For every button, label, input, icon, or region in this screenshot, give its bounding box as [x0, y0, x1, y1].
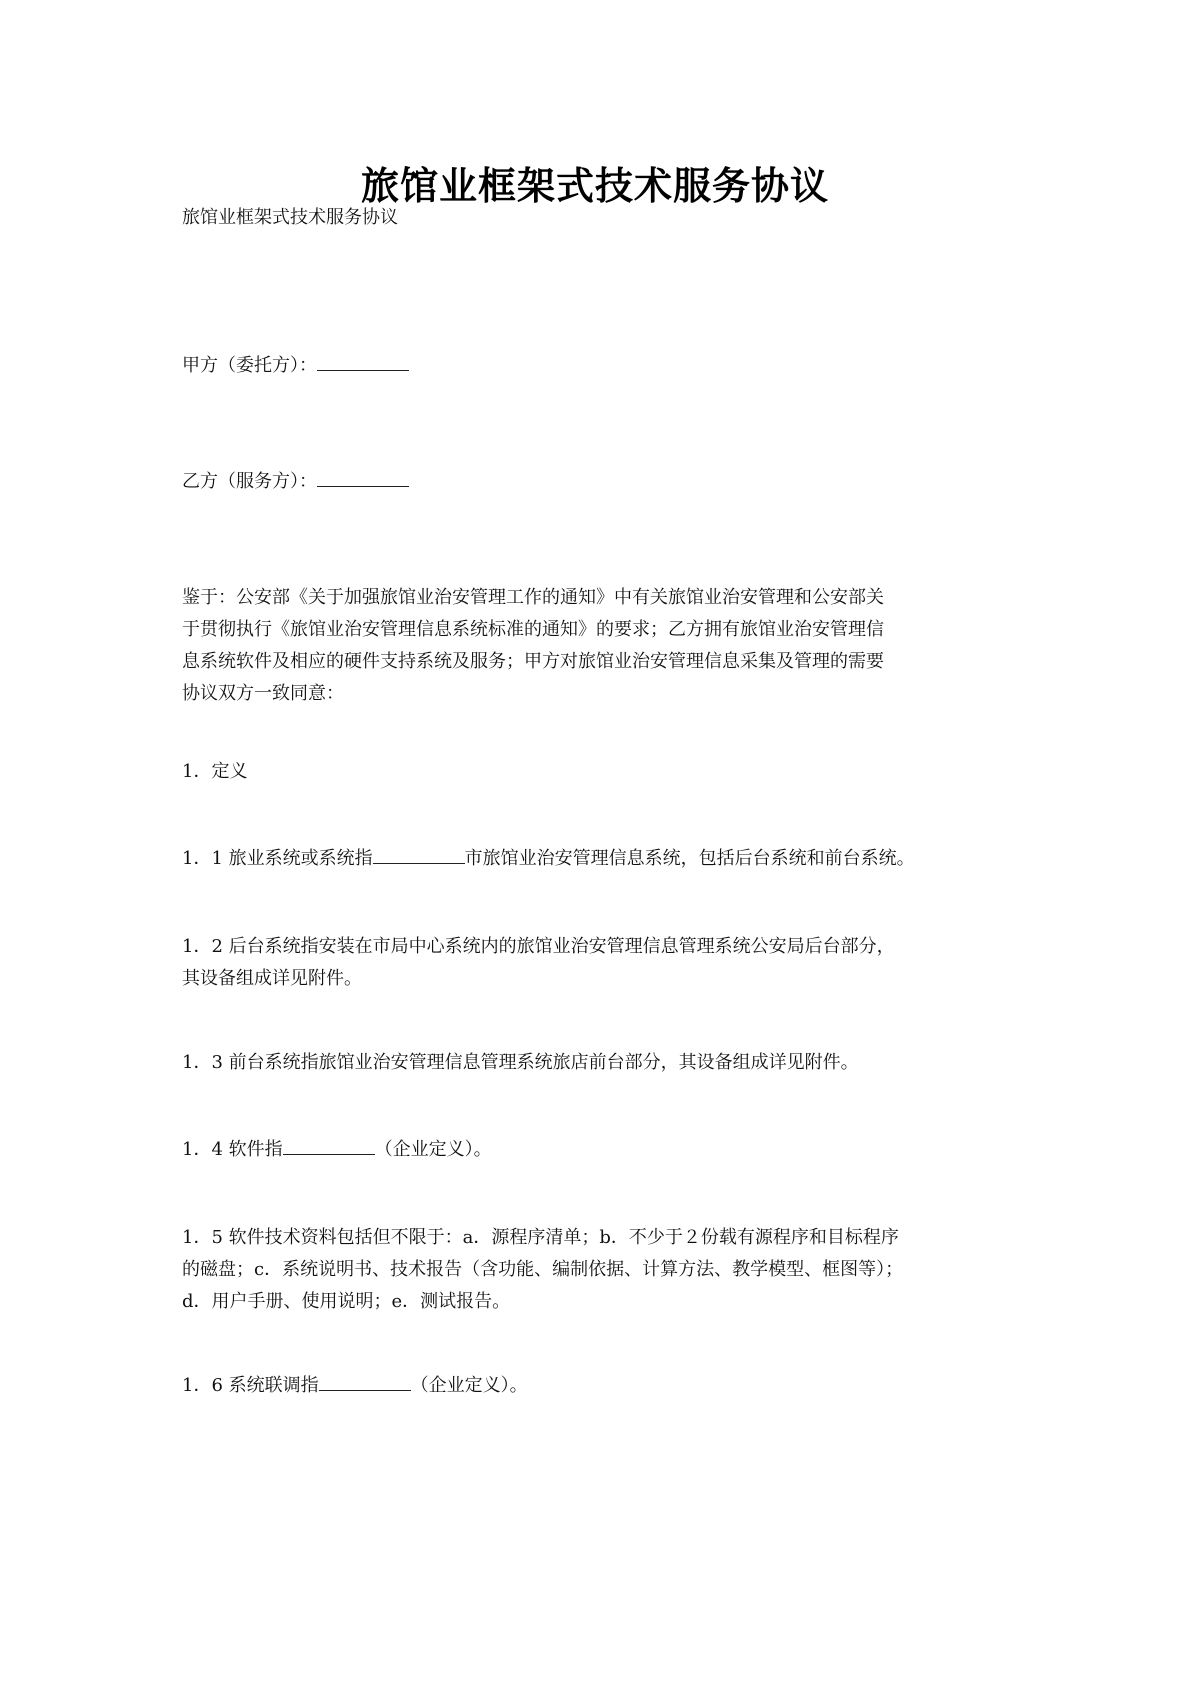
clause-text: 旅业系统或系统指	[228, 848, 373, 869]
party-b-line	[182, 466, 1022, 498]
clause-number: 1．2	[182, 936, 223, 957]
clause-number: 1．4	[182, 1139, 223, 1160]
preamble-paragraph	[182, 582, 1022, 710]
clause-text: 后台系统指安装在市局中心系统内的旅馆业治安管理信息管理系统公安局后台部分，	[228, 936, 895, 957]
clause-1-3	[182, 1047, 1022, 1079]
software-definition-blank[interactable]	[283, 1134, 375, 1155]
clause-line: 的磁盘；c．系统说明书、技术报告（含功能、编制依据、计算方法、教学模型、框图等）；	[182, 1259, 904, 1280]
clause-text: 前台系统指旅馆业治安管理信息管理系统旅店前台部分，其设备组成详见附件。	[228, 1052, 859, 1073]
clause-1-4	[182, 1134, 1022, 1166]
clause-text: （企业定义）。	[374, 1139, 492, 1160]
clause-text: 市旅馆业治安管理信息系统，包括后台系统和前台系统。	[464, 848, 915, 869]
preamble-line: 息系统软件及相应的硬件支持系统及服务；甲方对旅馆业治安管理信息采集及管理的需要	[182, 651, 884, 672]
party-a-label: 甲方（委托方）：	[182, 355, 317, 376]
clause-text: 软件指	[228, 1139, 283, 1160]
clause-line: d．用户手册、使用说明；e．测试报告。	[182, 1291, 511, 1312]
section-1-heading: 1．定义	[182, 761, 248, 782]
preamble-line: 鉴于：公安部《关于加强旅馆业治安管理工作的通知》中有关旅馆业治安管理和公安部关	[182, 587, 884, 608]
clause-text: 软件技术资料包括但不限于：a．源程序清单；b．不少于２份载有源程序和目标程序	[228, 1227, 899, 1248]
clause-line: 其设备组成详见附件。	[182, 968, 362, 989]
preamble-line: 于贯彻执行《旅馆业治安管理信息系统标准的通知》的要求；乙方拥有旅馆业治安管理信	[182, 619, 884, 640]
clause-number: 1．5	[182, 1227, 223, 1248]
clause-1-5	[182, 1222, 1022, 1318]
city-blank[interactable]	[373, 843, 465, 864]
preamble-line: 协议双方一致同意：	[182, 683, 344, 704]
clause-text: （企业定义）。	[410, 1375, 528, 1396]
party-a-blank[interactable]	[317, 350, 409, 371]
clause-number: 1．1	[182, 848, 223, 869]
document-subtitle: 旅馆业框架式技术服务协议	[182, 207, 398, 228]
clause-1-6	[182, 1370, 1022, 1402]
clause-line	[182, 1222, 1022, 1254]
clause-1-2	[182, 931, 1022, 995]
party-b-label: 乙方（服务方）：	[182, 471, 317, 492]
system-integration-blank[interactable]	[319, 1370, 411, 1391]
party-a-line	[182, 350, 1022, 382]
document-title: 旅馆业框架式技术服务协议	[360, 164, 829, 208]
clause-number: 1．3	[182, 1052, 223, 1073]
party-b-blank[interactable]	[317, 466, 409, 487]
clause-1-1	[182, 843, 1022, 875]
clause-number: 1．6	[182, 1375, 223, 1396]
clause-line	[182, 931, 1022, 963]
clause-text: 系统联调指	[228, 1375, 319, 1396]
